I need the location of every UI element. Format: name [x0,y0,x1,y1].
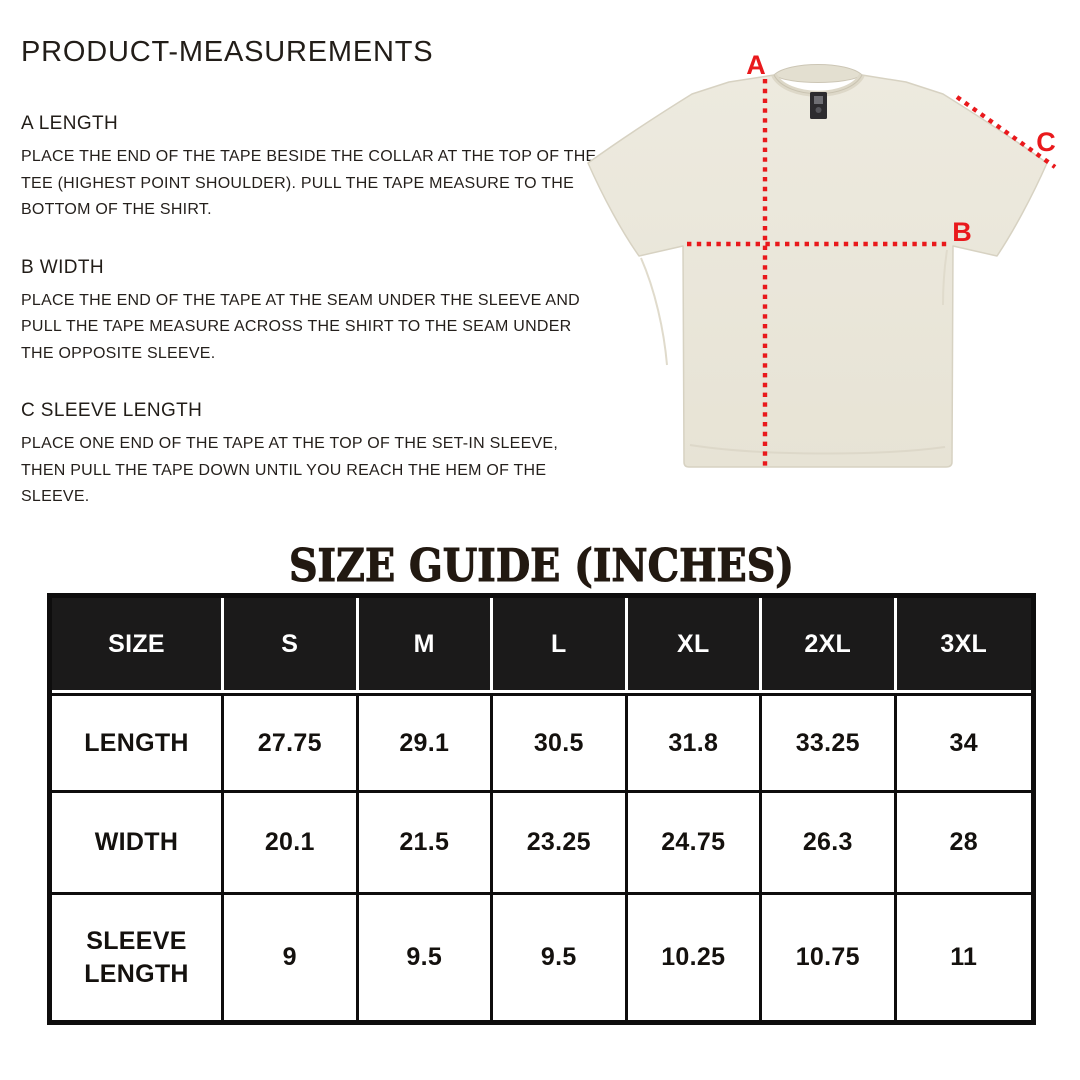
table-cell: 10.75 [762,895,897,1020]
table-header-xl: XL [628,598,763,693]
section-a-body: PLACE THE END OF THE TAPE BESIDE THE COLLAR AT THE TOP OF THE TEE (HIGHEST POINT SHOULDER). PULL THE TAPE MEASURE TO THE BOTTOM OF THE SHIRT. [21,148,597,218]
section-b-heading: B WIDTH [21,256,105,278]
neck-tag-logo-icon [814,96,823,104]
table-cell: 30.5 [493,693,628,793]
measurement-instructions [21,36,613,544]
section-c-body: PLACE ONE END OF THE TAPE AT THE TOP OF THE SET-IN SLEEVE, THEN PULL THE TAPE DOWN UNTIL YOU REACH THE HEM OF THE SLEEVE. [21,435,559,505]
table-cell: 11 [950,943,978,972]
tshirt-silhouette-icon [588,75,1047,467]
table-cell: 28 [897,793,1032,895]
size-guide-title: SIZE GUIDE (INCHES) [288,539,795,592]
size-guide-table [47,593,1036,1025]
table-cell: 9.5 [359,895,494,1020]
section-a-heading: A LENGTH [21,113,119,134]
table-cell: 9 [224,895,359,1020]
table-cell: 24.75 [628,793,763,895]
table-header-2xl: 2XL [762,598,897,693]
section-b-body: PLACE THE END OF THE TAPE AT THE SEAM UNDER THE SLEEVE AND PULL THE TAPE MEASURE ACROSS THE SHIRT TO THE SEAM UNDER THE OPPOSITE SLEEVE. [21,291,580,362]
collar-back-icon [774,65,862,83]
table-header-l: L [493,598,628,693]
table-cell: 27.75 [224,693,359,793]
table-header-s: S [224,598,359,693]
fold-line-icon [641,258,667,365]
table-cell: 20.1 [224,793,359,895]
measure-label-b: B [952,217,972,247]
table-cell: 26.3 [762,793,897,895]
table-header-m: M [359,598,494,693]
row-label-sleeve-length: SLEEVE LENGTH [52,895,224,1020]
row-label-length: LENGTH [52,693,224,793]
table-cell: 23.25 [493,793,628,895]
section-c-heading: C SLEEVE LENGTH [21,400,203,421]
neck-tag-mark-icon [816,107,822,113]
tshirt-measurement-diagram [560,30,1080,510]
table-header-size: SIZE [52,598,224,693]
table-cell: 9.5 [493,895,628,1020]
table-cell: 10.25 [628,895,763,1020]
measure-label-c: C [1036,127,1056,157]
table-cell: 21.5 [359,793,494,895]
table-header-3xl: 3XL [897,598,1032,693]
table-cell: 33.25 [762,693,897,793]
row-label-width: WIDTH [52,793,224,895]
section-c-sleeve-length [21,400,613,511]
table-cell: 31.8 [628,693,763,793]
table-cell: 29.1 [359,693,494,793]
table-cell: 34 [897,693,1032,793]
section-a-length [21,113,613,224]
measure-label-a: A [746,50,766,80]
section-b-width [21,257,613,368]
page-title: PRODUCT-MEASUREMENTS [21,36,434,68]
